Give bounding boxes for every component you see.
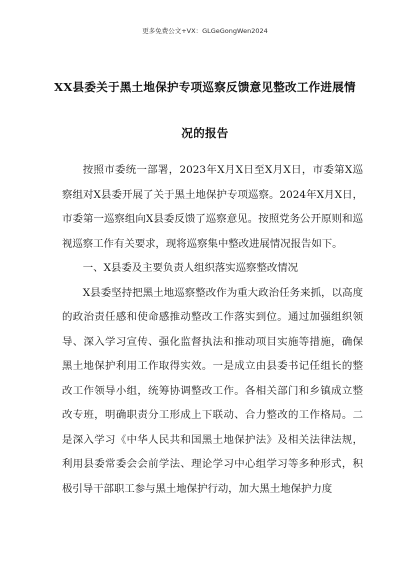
header-note: 更多免费公文+VX：GLGeGongWen2024 [142,27,268,35]
document-title-line-1: XX县委关于黑土地保护专项巡察反馈意见整改工作进展情 [54,80,356,94]
section-heading-1: 一、X县委及主要负责人组织落实巡察整改情况 [82,262,299,274]
document-title-line-2: 况的报告 [181,126,229,140]
document-body [62,158,363,501]
section-1-paragraph: X县委坚持把黑土地巡察整改作为重大政治任务来抓，以高度的政治责任感和使命感推动整改工作落实到位。通过加强组织领导、深入学习宣传、强化监督执法和推动项目实施等措施，确保黑土地保护利用工作取得实效。一是成立由县委书记任组长的整改工作领导小组，统筹协调整改工作。各相关部门和乡镇成立整改专班，明确职责分工形成上下联动、合力整改的工作格局。二是深入学习《中华人民共和国黑土地保护法》及相关法律法规，利用县委常委会会前学法、理论学习中心组学习等多种形式，积极引导干部职工参与黑土地保护行动，加大黑土地保护力度 [62,286,363,495]
intro-paragraph: 按照市委统一部署，2023年X月X日至X月X日，市委第X巡察组对X县委开展了关于黑土地保护专项巡察。2024年X月X日，市委第一巡察组向X县委反馈了巡察意见。按照党务公开原则和巡视巡察工作有关要求，现将巡察集中整改进展情况报告如下。 [62,164,363,250]
